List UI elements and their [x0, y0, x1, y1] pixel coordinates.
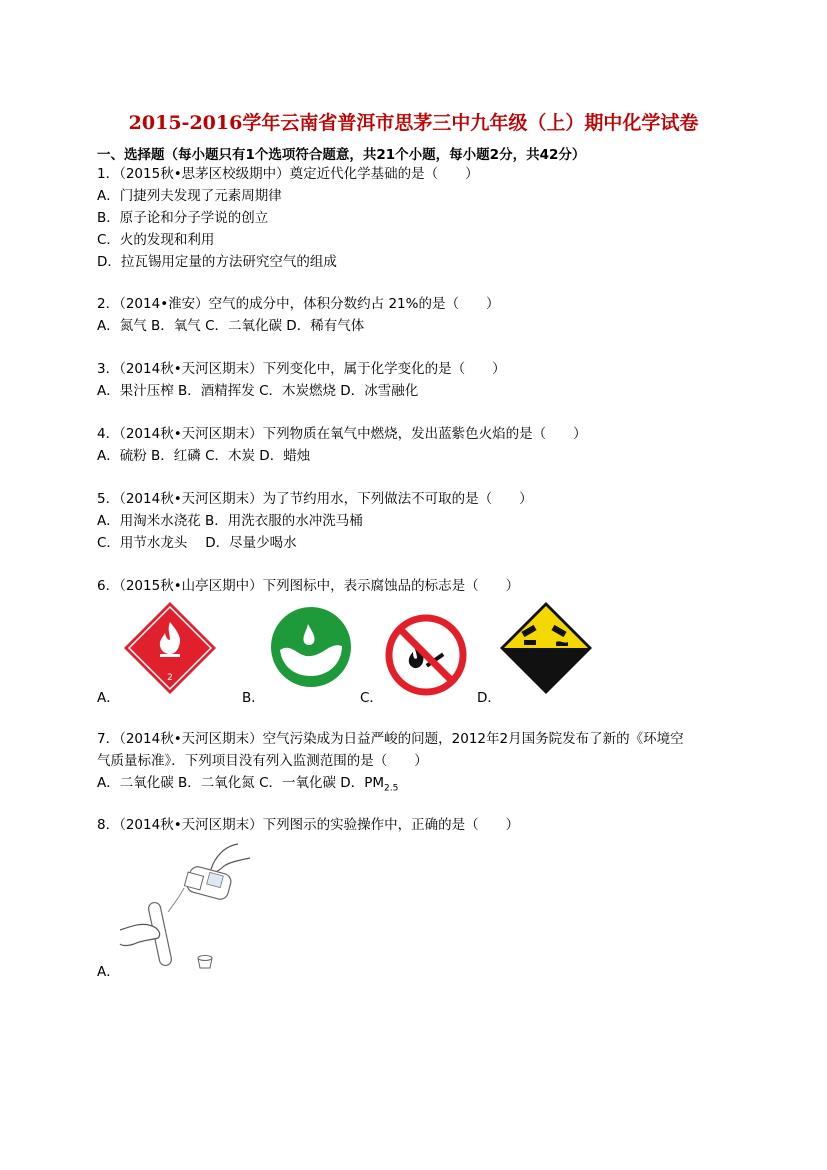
q6-label-a: A． — [97, 690, 120, 706]
q8-label-a: A． — [97, 964, 120, 980]
q1-stem: 1．（2015秋•思茅区校级期中）奠定近代化学基础的是（ ） — [97, 166, 479, 182]
q1-option-b: B．原子论和分子学说的创立 — [97, 210, 269, 226]
q6-stem: 6．（2015秋•山亭区期中）下列图标中，表示腐蚀品的标志是（ ） — [97, 578, 520, 594]
q5-options-cd: C．用节水龙头 D．尽量少喝水 — [97, 535, 297, 551]
q7-options — [97, 774, 398, 798]
sign-a-number: 2 — [167, 673, 173, 683]
water-saving-sign-icon — [270, 606, 352, 688]
q7-pm-subscript: 2.5 — [383, 783, 399, 794]
q4-options: A．硫粉 B．红磷 C．木炭 D．蜡烛 — [97, 448, 311, 464]
q4-stem: 4．（2014秋•天河区期末）下列物质在氧气中燃烧，发出蓝紫色火焰的是（ ） — [97, 426, 587, 442]
q5-stem: 5．（2014秋•天河区期末）为了节约用水，下列做法不可取的是（ ） — [97, 491, 533, 507]
no-fire-sign-icon — [385, 614, 467, 696]
corrosive-sign-icon — [498, 600, 594, 696]
q8-stem: 8．（2014秋•天河区期末）下列图示的实验操作中，正确的是（ ） — [97, 817, 520, 833]
flammable-sign-icon — [122, 600, 218, 696]
q5-options-ab: A．用淘米水浇花 B．用洗衣服的水冲洗马桶 — [97, 513, 363, 529]
section-heading: 一、选择题（每小题只有1个选项符合题意，共21个小题，每小题2分，共42分） — [97, 147, 586, 163]
q1-option-c: C．火的发现和利用 — [97, 232, 215, 248]
q3-stem: 3．（2014秋•天河区期末）下列变化中，属于化学变化的是（ ） — [97, 361, 506, 377]
q7-stem-line2: 气质量标准》．下列项目没有列入监测范围的是（ ） — [97, 753, 428, 769]
q6-label-d: D． — [477, 690, 501, 706]
q3-options: A．果汁压榨 B．酒精挥发 C．木炭燃烧 D．冰雪融化 — [97, 383, 419, 399]
page-title: 2015-2016学年云南省普洱市思茅三中九年级（上）期中化学试卷 — [128, 112, 699, 134]
q7-options-text: A．二氧化碳 B．二氧化氮 C．一氧化碳 D．PM — [97, 775, 384, 791]
q1-option-d: D．拉瓦锡用定量的方法研究空气的组成 — [97, 254, 337, 270]
q6-label-b: B． — [242, 690, 265, 706]
pouring-liquid-illustration — [118, 840, 268, 975]
q7-stem-line1: 7．（2014秋•天河区期末）空气污染成为日益严峻的问题，2012年2月国务院发布了新的《环境空 — [97, 731, 684, 747]
q2-options: A．氮气 B．氧气 C．二氧化碳 D．稀有气体 — [97, 318, 365, 334]
q1-option-a: A．门捷列夫发现了元素周期律 — [97, 188, 282, 204]
q2-stem: 2．（2014•淮安）空气的成分中，体积分数约占 21%的是（ ） — [97, 296, 500, 312]
q6-label-c: C． — [360, 690, 383, 706]
